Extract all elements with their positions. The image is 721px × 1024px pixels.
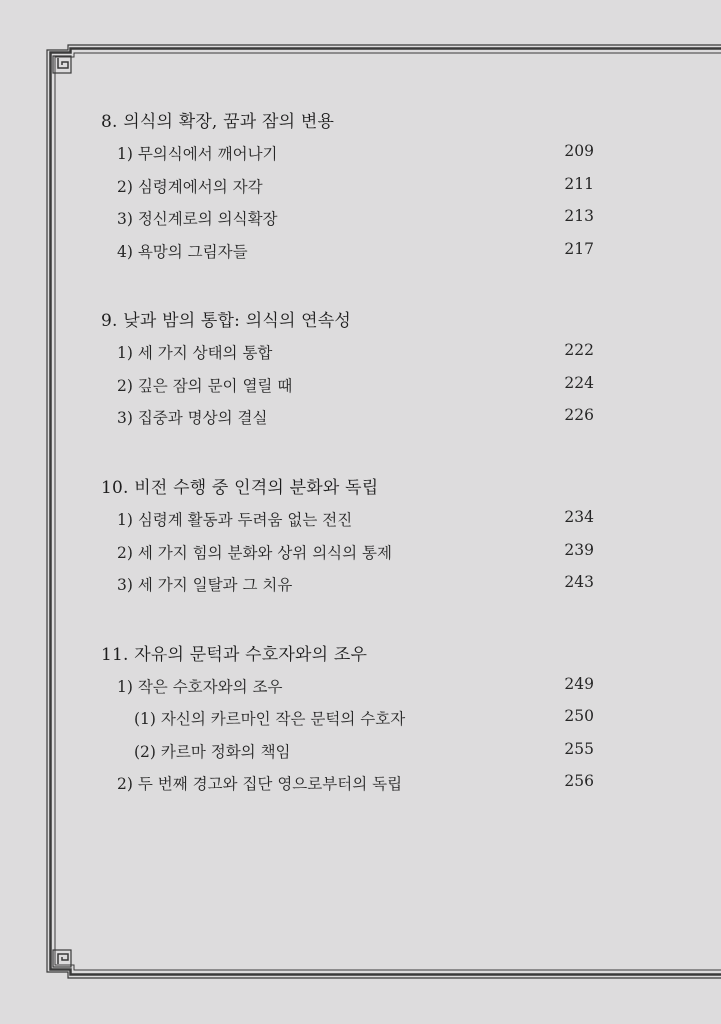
toc-entry-page: 217 [564,240,594,258]
toc-entry-label: 3) 정신계로의 의식확장 [117,210,278,228]
toc-entry-label: 1) 무의식에서 깨어나기 [117,145,278,163]
toc-entry-page: 226 [564,406,594,424]
toc-entry-page: 213 [564,207,594,225]
toc-entry[interactable] [0,142,721,164]
toc-subentry[interactable] [0,707,721,729]
toc-entry[interactable] [0,175,721,197]
toc-entry-page: 256 [564,772,594,790]
toc-entry[interactable] [0,207,721,229]
toc-entry-page: 211 [564,175,594,193]
toc-entry-label: 2) 심령계에서의 자각 [117,178,263,196]
toc-entry-label: 4) 욕망의 그림자들 [117,243,248,261]
toc-entry-label: (2) 카르마 정화의 책임 [134,743,291,761]
toc-entry-page: 239 [564,541,594,559]
toc-entry[interactable] [0,508,721,530]
toc-entry[interactable] [0,675,721,697]
toc-entry-label: 2) 세 가지 힘의 분화와 상위 의식의 통제 [117,544,392,562]
toc-entry-label: 1) 작은 수호자와의 조우 [117,678,283,696]
toc-entry-label: 3) 세 가지 일탈과 그 치유 [117,576,293,594]
toc-entry[interactable] [0,573,721,595]
toc-entry[interactable] [0,341,721,363]
chapter-heading: 9. 낮과 밤의 통합: 의식의 연속성 [101,311,352,331]
toc-entry-label: (1) 자신의 카르마인 작은 문턱의 수호자 [134,710,406,728]
toc-entry-page: 209 [564,142,594,160]
toc-entry-page: 243 [564,573,594,591]
chapter-heading: 10. 비전 수행 중 인격의 분화와 독립 [101,478,379,498]
toc-entry-label: 1) 심령계 활동과 두려움 없는 전진 [117,511,353,529]
toc-entry-page: 255 [564,740,594,758]
toc-entry[interactable] [0,406,721,428]
chapter-heading: 11. 자유의 문턱과 수호자와의 조우 [101,645,368,665]
toc-entry-label: 2) 두 번째 경고와 집단 영으로부터의 독립 [117,775,403,793]
chapter-heading: 8. 의식의 확장, 꿈과 잠의 변용 [101,112,335,132]
toc-entry[interactable] [0,240,721,262]
toc-entry-label: 2) 깊은 잠의 문이 열릴 때 [117,377,293,395]
toc-entry-page: 234 [564,508,594,526]
toc-entry-page: 250 [564,707,594,725]
toc-entry-label: 1) 세 가지 상태의 통합 [117,344,273,362]
toc-entry-page: 224 [564,374,594,392]
toc-entry-page: 249 [564,675,594,693]
toc-entry[interactable] [0,541,721,563]
toc-entry-page: 222 [564,341,594,359]
toc-entry[interactable] [0,374,721,396]
toc-subentry[interactable] [0,740,721,762]
toc-entry-label: 3) 집중과 명상의 결실 [117,409,268,427]
toc-entry[interactable] [0,772,721,794]
